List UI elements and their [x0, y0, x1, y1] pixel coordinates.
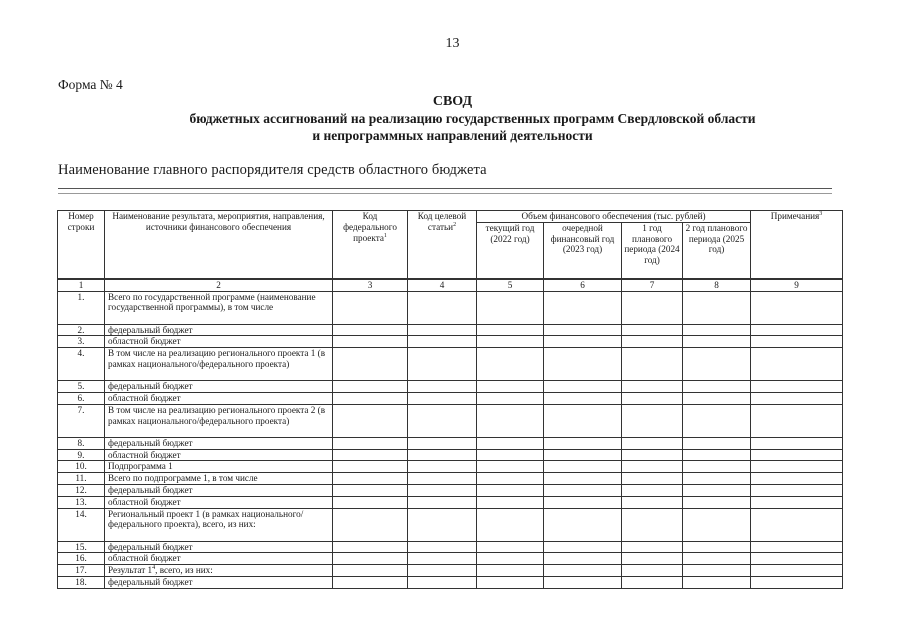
- empty-value-cell: [408, 576, 477, 588]
- row-name-text: федеральный бюджет: [108, 324, 193, 335]
- empty-value-cell: [622, 541, 683, 553]
- table-row: [58, 404, 843, 437]
- manager-underline-2: [58, 193, 832, 194]
- empty-value-cell: [683, 437, 751, 449]
- empty-value-cell: [683, 553, 751, 565]
- row-name-text: областной бюджет: [108, 449, 181, 460]
- empty-value-cell: [544, 473, 622, 485]
- row-name-cell: [105, 508, 333, 541]
- empty-value-cell: [751, 553, 843, 565]
- row-number-cell: 11.: [58, 473, 105, 485]
- empty-value-cell: [408, 496, 477, 508]
- row-name-cell: [105, 449, 333, 461]
- row-number-cell: 2.: [58, 324, 105, 336]
- page-number: 13: [445, 36, 460, 51]
- empty-value-cell: [477, 348, 544, 381]
- empty-value-cell: [544, 348, 622, 381]
- column-number: 6: [544, 279, 622, 291]
- row-footnote: 4: [152, 565, 156, 572]
- row-number-cell: 17.: [58, 565, 105, 577]
- row-name-text: областной бюджет: [108, 553, 181, 564]
- empty-value-cell: [408, 565, 477, 577]
- empty-value-cell: [622, 553, 683, 565]
- empty-value-cell: [751, 392, 843, 404]
- row-name-text: федеральный бюджет: [108, 541, 193, 552]
- empty-value-cell: [333, 348, 408, 381]
- table-row: [58, 324, 843, 336]
- empty-value-cell: [683, 324, 751, 336]
- empty-value-cell: [544, 496, 622, 508]
- row-name-cell: [105, 565, 333, 577]
- row-name-text: Подпрограмма 1: [108, 461, 173, 472]
- empty-value-cell: [408, 404, 477, 437]
- empty-value-cell: [683, 336, 751, 348]
- title-line-3: и непрограммных направлений деятельности: [312, 128, 593, 143]
- row-name-cell: [105, 541, 333, 553]
- empty-value-cell: [477, 496, 544, 508]
- table-row: [58, 553, 843, 565]
- row-number-cell: 8.: [58, 437, 105, 449]
- empty-value-cell: [408, 553, 477, 565]
- row-name-cell: [105, 461, 333, 473]
- empty-value-cell: [683, 565, 751, 577]
- empty-value-cell: [477, 553, 544, 565]
- empty-value-cell: [751, 576, 843, 588]
- empty-value-cell: [408, 437, 477, 449]
- title-line-2: бюджетных ассигнований на реализацию государственных программ Свердловской области: [189, 111, 756, 126]
- empty-value-cell: [333, 404, 408, 437]
- row-name-text: Региональный проект 1 (в рамках национального/федерального проекта), всего, из них:: [108, 508, 304, 530]
- empty-value-cell: [622, 291, 683, 324]
- row-number-cell: 16.: [58, 553, 105, 565]
- table-row: [58, 381, 843, 393]
- row-name-cell: [105, 496, 333, 508]
- row-name-text: федеральный бюджет: [108, 381, 193, 392]
- empty-value-cell: [751, 404, 843, 437]
- empty-value-cell: [751, 324, 843, 336]
- budget-table: [57, 210, 843, 589]
- empty-value-cell: [477, 473, 544, 485]
- empty-value-cell: [683, 348, 751, 381]
- row-name-text: Всего по подпрограмме 1, в том числе: [108, 473, 258, 484]
- column-number: 1: [58, 279, 105, 291]
- empty-value-cell: [683, 508, 751, 541]
- empty-value-cell: [683, 291, 751, 324]
- empty-value-cell: [333, 449, 408, 461]
- empty-value-cell: [622, 404, 683, 437]
- row-name-cell: [105, 437, 333, 449]
- row-name-cell: [105, 291, 333, 324]
- empty-value-cell: [622, 576, 683, 588]
- empty-value-cell: [683, 381, 751, 393]
- row-name-cell: [105, 404, 333, 437]
- empty-value-cell: [683, 541, 751, 553]
- column-number: 9: [751, 279, 843, 291]
- row-number-cell: 14.: [58, 508, 105, 541]
- row-name-cell: [105, 324, 333, 336]
- document-title: [0, 93, 905, 144]
- empty-value-cell: [333, 381, 408, 393]
- empty-value-cell: [544, 381, 622, 393]
- row-name-text: федеральный бюджет: [108, 484, 193, 495]
- row-name-suffix: , всего, из них:: [155, 565, 213, 576]
- empty-value-cell: [544, 553, 622, 565]
- empty-value-cell: [544, 508, 622, 541]
- empty-value-cell: [622, 437, 683, 449]
- empty-value-cell: [333, 576, 408, 588]
- row-name-cell: [105, 473, 333, 485]
- empty-value-cell: [477, 381, 544, 393]
- empty-value-cell: [333, 336, 408, 348]
- manager-label: Наименование главного распорядителя средств областного бюджета: [58, 162, 487, 178]
- row-name-text: областной бюджет: [108, 392, 181, 403]
- empty-value-cell: [751, 461, 843, 473]
- empty-value-cell: [544, 541, 622, 553]
- table-row: [58, 473, 843, 485]
- empty-value-cell: [751, 508, 843, 541]
- row-number-cell: 10.: [58, 461, 105, 473]
- row-name-text: Результат 1: [108, 565, 153, 576]
- row-name-cell: [105, 348, 333, 381]
- header-federal-project-code: [333, 211, 408, 279]
- header-next-year: очередной финансовый год (2023 год): [544, 222, 622, 279]
- empty-value-cell: [683, 473, 751, 485]
- empty-value-cell: [751, 381, 843, 393]
- header-plan-year-1: 1 год планового периода (2024 год): [622, 222, 683, 279]
- empty-value-cell: [544, 404, 622, 437]
- empty-value-cell: [333, 291, 408, 324]
- empty-value-cell: [477, 291, 544, 324]
- empty-value-cell: [622, 508, 683, 541]
- empty-value-cell: [544, 576, 622, 588]
- empty-value-cell: [333, 461, 408, 473]
- footnote-3: 3: [819, 210, 823, 217]
- row-name-cell: [105, 484, 333, 496]
- empty-value-cell: [683, 404, 751, 437]
- empty-value-cell: [544, 324, 622, 336]
- empty-value-cell: [751, 473, 843, 485]
- row-name-text: В том числе на реализацию регионального проекта 2 (в рамках национального/федерального проекта): [108, 404, 326, 426]
- empty-value-cell: [683, 496, 751, 508]
- empty-value-cell: [544, 565, 622, 577]
- empty-value-cell: [544, 461, 622, 473]
- empty-value-cell: [333, 392, 408, 404]
- empty-value-cell: [333, 484, 408, 496]
- empty-value-cell: [477, 336, 544, 348]
- empty-value-cell: [408, 484, 477, 496]
- form-label: Форма № 4: [58, 77, 123, 92]
- row-number-cell: 13.: [58, 496, 105, 508]
- empty-value-cell: [622, 324, 683, 336]
- empty-value-cell: [683, 461, 751, 473]
- empty-value-cell: [408, 348, 477, 381]
- empty-value-cell: [408, 381, 477, 393]
- row-name-cell: [105, 553, 333, 565]
- row-name-cell: [105, 576, 333, 588]
- empty-value-cell: [622, 473, 683, 485]
- empty-value-cell: [477, 576, 544, 588]
- empty-value-cell: [683, 449, 751, 461]
- header-notes-text: Примечания: [770, 211, 820, 221]
- empty-value-cell: [408, 508, 477, 541]
- column-number: 8: [683, 279, 751, 291]
- row-number-cell: 9.: [58, 449, 105, 461]
- empty-value-cell: [544, 336, 622, 348]
- table-row: [58, 565, 843, 577]
- empty-value-cell: [751, 449, 843, 461]
- row-number-cell: 3.: [58, 336, 105, 348]
- table-row: [58, 392, 843, 404]
- row-number-cell: 5.: [58, 381, 105, 393]
- empty-value-cell: [477, 484, 544, 496]
- row-name-cell: [105, 336, 333, 348]
- empty-value-cell: [751, 348, 843, 381]
- empty-value-cell: [751, 291, 843, 324]
- empty-value-cell: [683, 576, 751, 588]
- empty-value-cell: [622, 336, 683, 348]
- row-name-text: В том числе на реализацию регионального проекта 1 (в рамках национального/федерального проекта): [108, 348, 326, 369]
- column-number: 4: [408, 279, 477, 291]
- empty-value-cell: [751, 565, 843, 577]
- row-name-text: федеральный бюджет: [108, 437, 193, 448]
- empty-value-cell: [477, 392, 544, 404]
- row-number-cell: 1.: [58, 291, 105, 324]
- empty-value-cell: [477, 449, 544, 461]
- table-row: [58, 336, 843, 348]
- empty-value-cell: [477, 437, 544, 449]
- empty-value-cell: [477, 508, 544, 541]
- empty-value-cell: [333, 437, 408, 449]
- empty-value-cell: [622, 496, 683, 508]
- empty-value-cell: [408, 473, 477, 485]
- empty-value-cell: [622, 348, 683, 381]
- empty-value-cell: [544, 392, 622, 404]
- row-name-text: федеральный бюджет: [108, 576, 193, 587]
- header-federal-project-code-text: Код федерального проекта: [343, 211, 397, 243]
- empty-value-cell: [622, 392, 683, 404]
- header-target-article-code: [408, 211, 477, 279]
- row-number-cell: 15.: [58, 541, 105, 553]
- row-name-text: Всего по государственной программе (наименование государственной программы), в том числе: [108, 291, 316, 313]
- table-row: [58, 348, 843, 381]
- row-number-cell: 7.: [58, 404, 105, 437]
- table-row: [58, 541, 843, 553]
- table-body: [58, 291, 843, 588]
- empty-value-cell: [751, 496, 843, 508]
- manager-underline: [58, 188, 832, 189]
- table-row: [58, 576, 843, 588]
- empty-value-cell: [622, 381, 683, 393]
- empty-value-cell: [544, 449, 622, 461]
- empty-value-cell: [683, 484, 751, 496]
- table-row: [58, 291, 843, 324]
- empty-value-cell: [408, 392, 477, 404]
- empty-value-cell: [333, 473, 408, 485]
- row-name-cell: [105, 381, 333, 393]
- table-row: [58, 437, 843, 449]
- empty-value-cell: [333, 496, 408, 508]
- header-plan-year-2: 2 год планового периода (2025 год): [683, 222, 751, 279]
- header-row-number: Номер строки: [58, 211, 105, 279]
- empty-value-cell: [751, 484, 843, 496]
- table-row: [58, 449, 843, 461]
- footnote-2: 2: [453, 221, 457, 228]
- empty-value-cell: [333, 565, 408, 577]
- empty-value-cell: [477, 565, 544, 577]
- empty-value-cell: [408, 291, 477, 324]
- header-notes: [751, 211, 843, 279]
- header-funding-volume: Объем финансового обеспечения (тыс. рублей): [477, 211, 751, 223]
- empty-value-cell: [333, 553, 408, 565]
- empty-value-cell: [544, 484, 622, 496]
- empty-value-cell: [622, 565, 683, 577]
- empty-value-cell: [477, 461, 544, 473]
- empty-value-cell: [751, 437, 843, 449]
- row-name-text: областной бюджет: [108, 336, 181, 347]
- row-number-cell: 4.: [58, 348, 105, 381]
- row-number-cell: 18.: [58, 576, 105, 588]
- empty-value-cell: [477, 404, 544, 437]
- empty-value-cell: [544, 291, 622, 324]
- empty-value-cell: [333, 508, 408, 541]
- empty-value-cell: [408, 449, 477, 461]
- column-number: 3: [333, 279, 408, 291]
- empty-value-cell: [333, 541, 408, 553]
- empty-value-cell: [477, 541, 544, 553]
- column-number: 2: [105, 279, 333, 291]
- empty-value-cell: [408, 461, 477, 473]
- empty-value-cell: [408, 541, 477, 553]
- row-number-cell: 6.: [58, 392, 105, 404]
- table-row: [58, 508, 843, 541]
- empty-value-cell: [751, 336, 843, 348]
- title-line-1: СВОД: [432, 94, 473, 109]
- column-number: 5: [477, 279, 544, 291]
- column-number: 7: [622, 279, 683, 291]
- header-name: Наименование результата, мероприятия, направления, источники финансового обеспечения: [105, 211, 333, 279]
- empty-value-cell: [622, 461, 683, 473]
- empty-value-cell: [333, 324, 408, 336]
- table-row: [58, 496, 843, 508]
- empty-value-cell: [683, 392, 751, 404]
- empty-value-cell: [622, 449, 683, 461]
- header-current-year: текущий год (2022 год): [477, 222, 544, 279]
- row-name-text: областной бюджет: [108, 496, 181, 507]
- empty-value-cell: [544, 437, 622, 449]
- empty-value-cell: [408, 324, 477, 336]
- row-number-cell: 12.: [58, 484, 105, 496]
- table-row: [58, 461, 843, 473]
- table-row: [58, 484, 843, 496]
- footnote-1: 1: [383, 232, 387, 239]
- column-number-row: [58, 279, 843, 291]
- empty-value-cell: [477, 324, 544, 336]
- empty-value-cell: [622, 484, 683, 496]
- header-target-article-code-text: Код целевой статьи: [417, 211, 467, 232]
- empty-value-cell: [751, 541, 843, 553]
- empty-value-cell: [408, 336, 477, 348]
- row-name-cell: [105, 392, 333, 404]
